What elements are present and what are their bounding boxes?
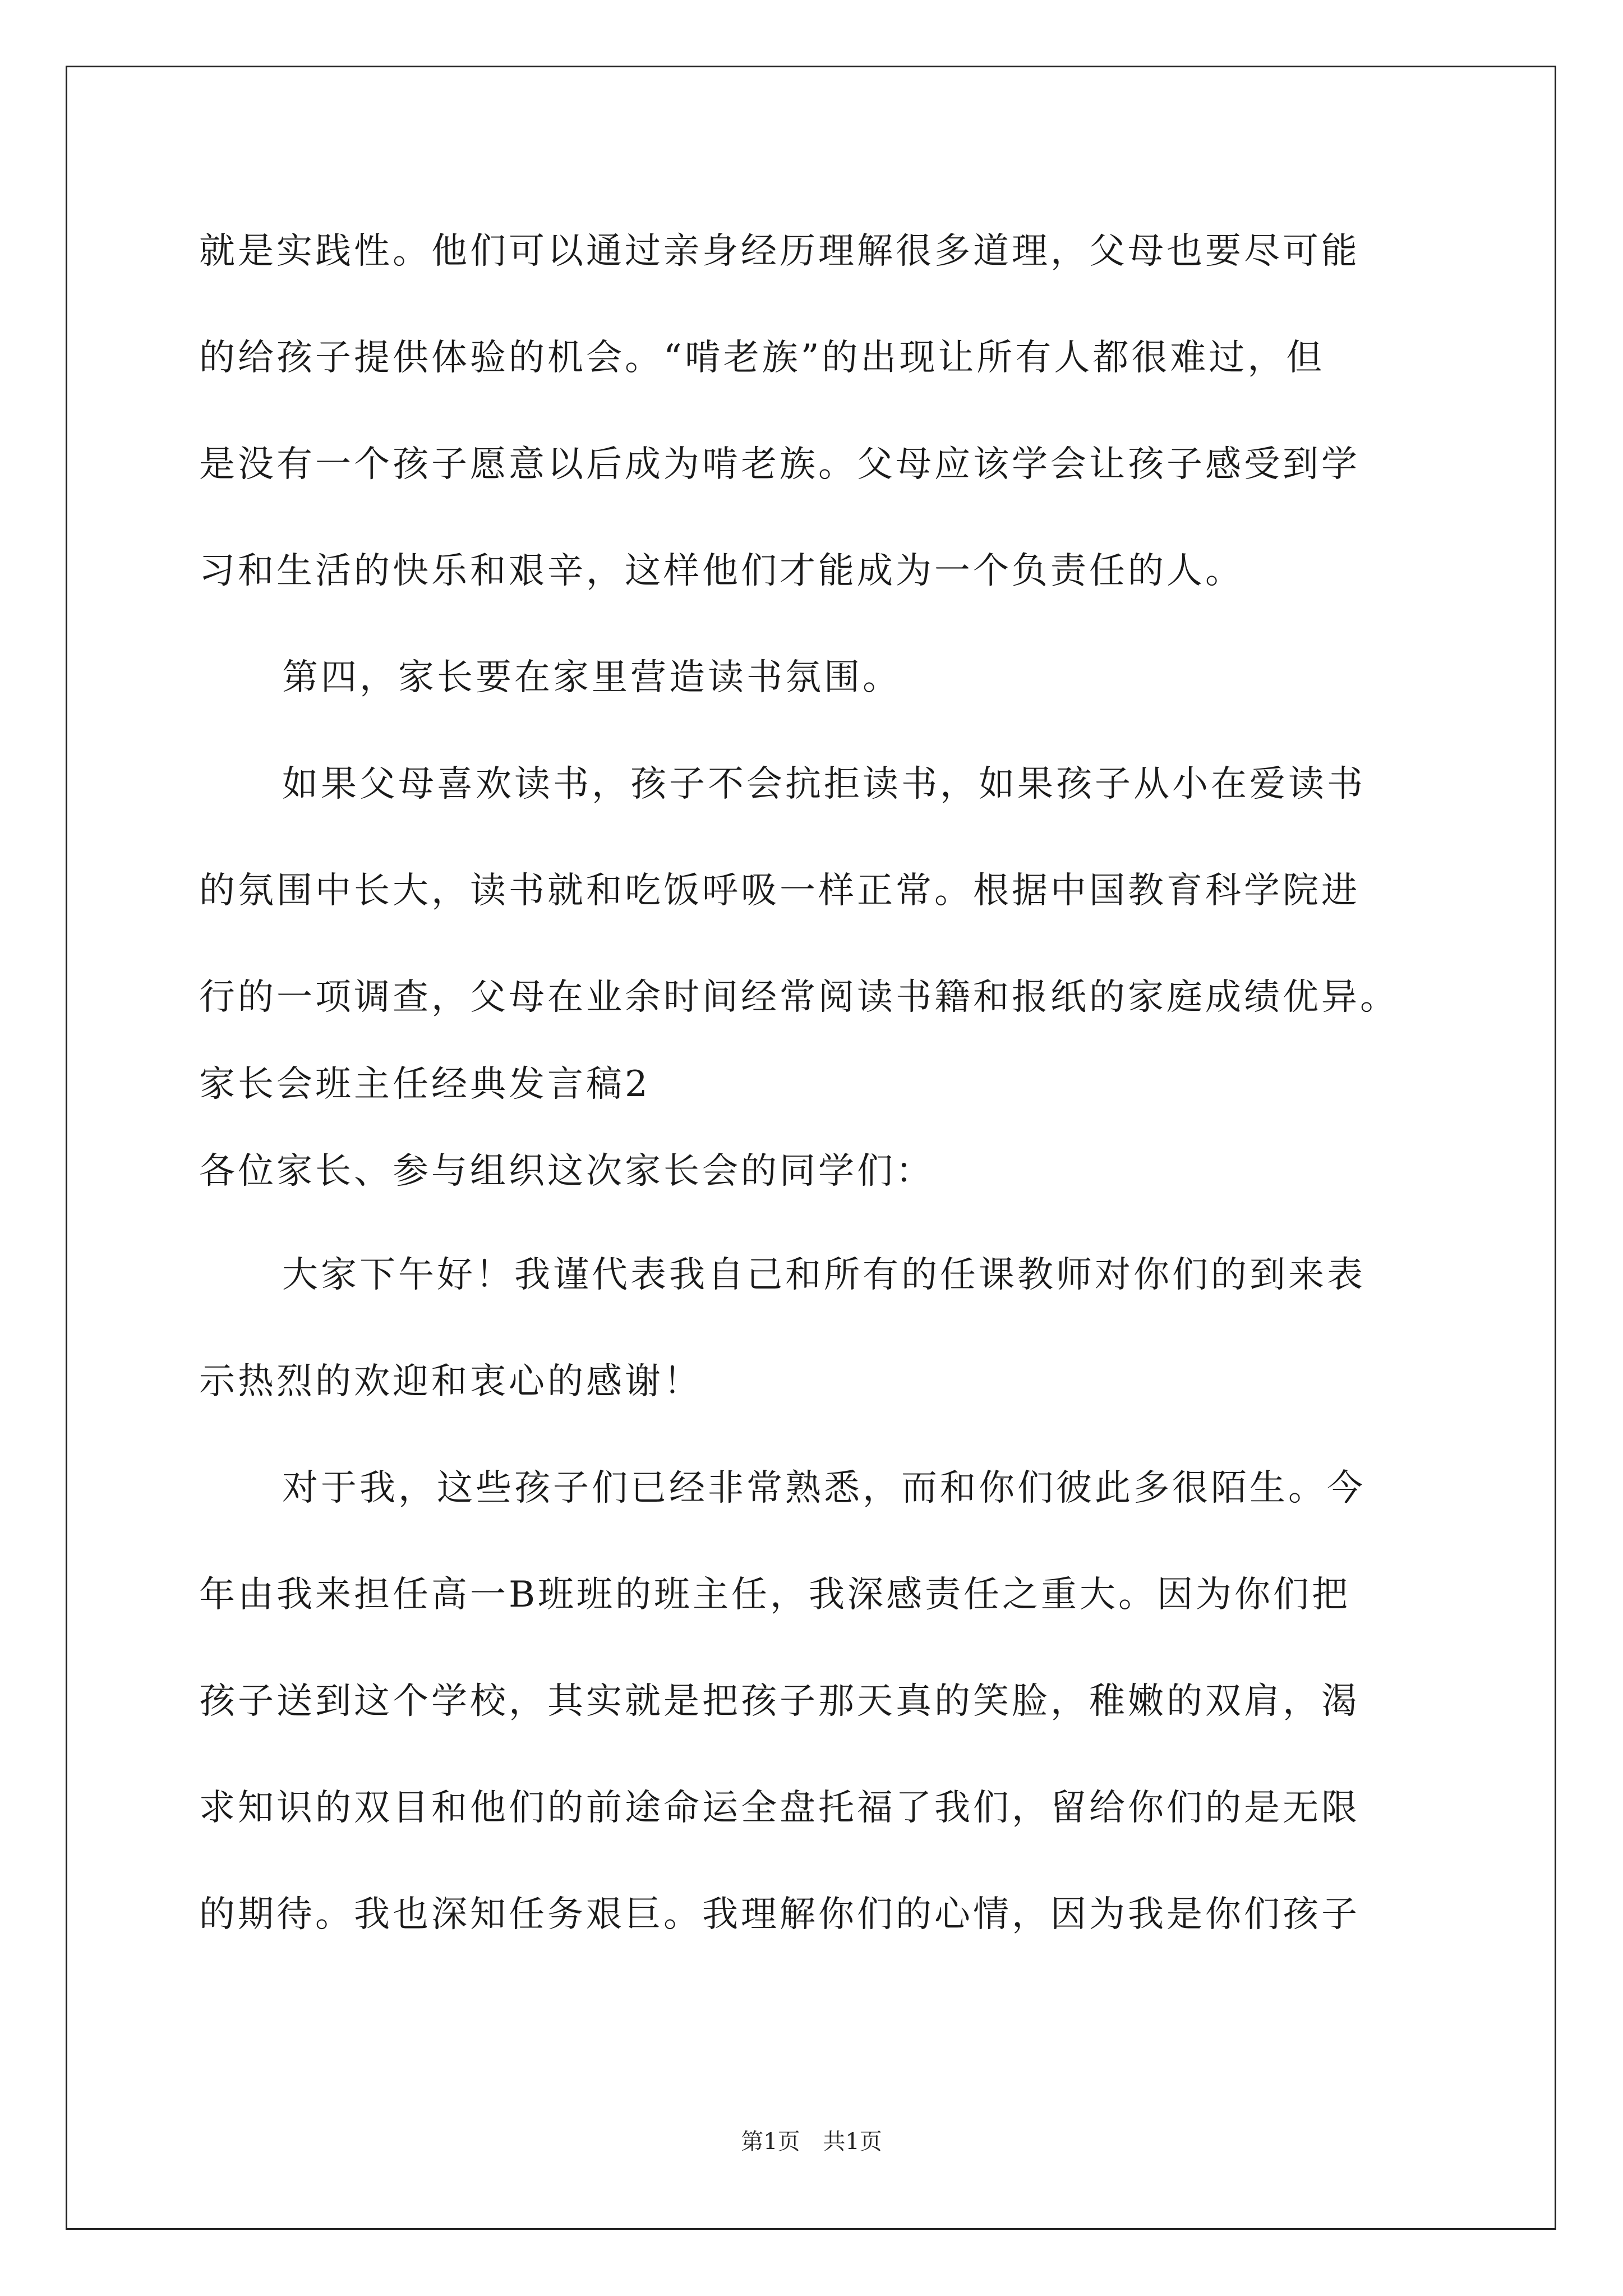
page-total: 共1页 bbox=[823, 2129, 882, 2155]
text-line: 的氛围中长大，读书就和吃饭呼吸一样正常。根据中国教育科学院进 bbox=[199, 870, 1360, 912]
page-footer bbox=[0, 2125, 1623, 2159]
section-heading: 第四，家长要在家里营造读书氛围。 bbox=[282, 657, 901, 698]
text-line: 的给孩子提供体验的机会。“啃老族”的出现让所有人都很难过，但 bbox=[199, 337, 1325, 379]
text-line: 就是实践性。他们可以通过亲身经历理解很多道理，父母也要尽可能 bbox=[199, 231, 1360, 272]
text-line: 是没有一个孩子愿意以后成为啃老族。父母应该学会让孩子感受到学 bbox=[199, 444, 1360, 485]
text-line: 的期待。我也深知任务艰巨。我理解你们的心情，因为我是你们孩子 bbox=[199, 1894, 1360, 1935]
text-line: 对于我，这些孩子们已经非常熟悉，而和你们彼此多很陌生。今 bbox=[282, 1467, 1366, 1509]
text-line: 年由我来担任高一B班班的班主任，我深感责任之重大。因为你们把 bbox=[199, 1574, 1351, 1616]
text-line: 大家下午好！我谨代表我自己和所有的任课教师对你们的到来表 bbox=[282, 1254, 1366, 1296]
text-line: 如果父母喜欢读书，孩子不会抗拒读书，如果孩子从小在爱读书 bbox=[282, 763, 1366, 805]
document-title: 家长会班主任经典发言稿2 bbox=[199, 1064, 651, 1105]
salutation: 各位家长、参与组织这次家长会的同学们： bbox=[199, 1151, 934, 1192]
page-number: 第1页 bbox=[741, 2129, 800, 2155]
text-line: 习和生活的快乐和艰辛，这样他们才能成为一个负责任的人。 bbox=[199, 550, 1244, 592]
text-line: 求知识的双目和他们的前途命运全盘托福了我们，留给你们的是无限 bbox=[199, 1787, 1360, 1829]
text-line: 孩子送到这个学校，其实就是把孩子那天真的笑脸，稚嫩的双肩，渴 bbox=[199, 1681, 1360, 1722]
text-line: 行的一项调查，父母在业余时间经常阅读书籍和报纸的家庭成绩优异。 bbox=[199, 977, 1399, 1018]
text-line: 示热烈的欢迎和衷心的感谢！ bbox=[199, 1361, 702, 1402]
